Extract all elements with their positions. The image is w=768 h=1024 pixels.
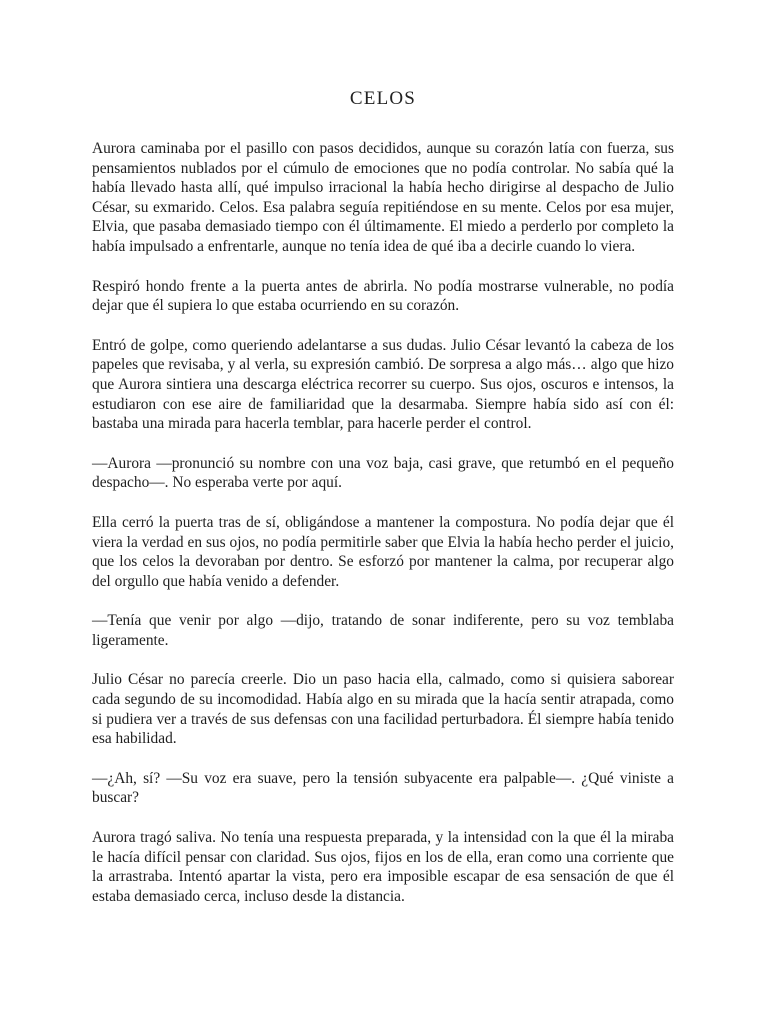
- document-title: CELOS: [349, 88, 417, 109]
- paragraph: Entró de golpe, como queriendo adelantarse a sus dudas. Julio César levantó la cabeza de los papeles que revisaba, y al verla, su expresión cambió. De sorpresa a algo más… algo que hizo que Aurora sintiera una descarga eléctrica recorrer su cuerpo. Sus ojos, oscuros e intensos, la estudiaron con ese aire de familiaridad que la desarmaba. Siempre había sido así con él: bastaba una mirada para hacerla temblar, para hacerle perder el control.: [92, 336, 674, 433]
- paragraph: Aurora caminaba por el pasillo con pasos decididos, aunque su corazón latía con fuerza, sus pensamientos nublados por el cúmulo de emociones que no podía controlar. No sabía qué la había llevado hasta allí, qué impulso irracional la había hecho dirigirse al despacho de Julio César, su exmarido. Celos. Esa palabra seguía repitiéndose en su mente. Celos por esa mujer, Elvia, que pasaba demasiado tiempo con él últimamente. El miedo a perderlo por completo la había impulsado a enfrentarle, aunque no tenía idea de qué iba a decirle cuando lo viera.: [92, 140, 674, 255]
- paragraph: Aurora tragó saliva. No tenía una respuesta preparada, y la intensidad con la que él la miraba le hacía difícil pensar con claridad. Sus ojos, fijos en los de ella, eran como una corriente que la arrastraba. Intentó apartar la vista, pero era imposible escapar de esa sensación de que él estaba demasiado cerca, incluso desde la distancia.: [92, 829, 674, 905]
- paragraph: Ella cerró la puerta tras de sí, obligándose a mantener la compostura. No podía dejar que él viera la verdad en sus ojos, no podía permitirle saber que Elvia la había hecho perder el juicio, que los celos la devoraban por dentro. Se esforzó por mantener la calma, por recuperar algo del orgullo que había venido a defender.: [92, 513, 674, 590]
- paragraph: Julio César no parecía creerle. Dio un paso hacia ella, calmado, como si quisiera saborear cada segundo de su incomodidad. Había algo en su mirada que la hacía sentir atrapada, como si pudiera ver a través de sus defensas con una facilidad perturbadora. Él siempre había tenido esa habilidad.: [92, 671, 674, 748]
- paragraph: —Aurora —pronunció su nombre con una voz baja, casi grave, que retumbó en el pequeño despacho—. No esperaba verte por aquí.: [92, 454, 674, 492]
- paragraph: —Tenía que venir por algo —dijo, tratando de sonar indiferente, pero su voz temblaba ligeramente.: [92, 612, 674, 649]
- document-page: [92, 84, 674, 926]
- paragraph: Respiró hondo frente a la puerta antes de abrirla. No podía mostrarse vulnerable, no podía dejar que él supiera lo que estaba ocurriendo en su corazón.: [92, 277, 674, 315]
- paragraph: —¿Ah, sí? —Su voz era suave, pero la tensión subyacente era palpable—. ¿Qué viniste a buscar?: [92, 769, 674, 807]
